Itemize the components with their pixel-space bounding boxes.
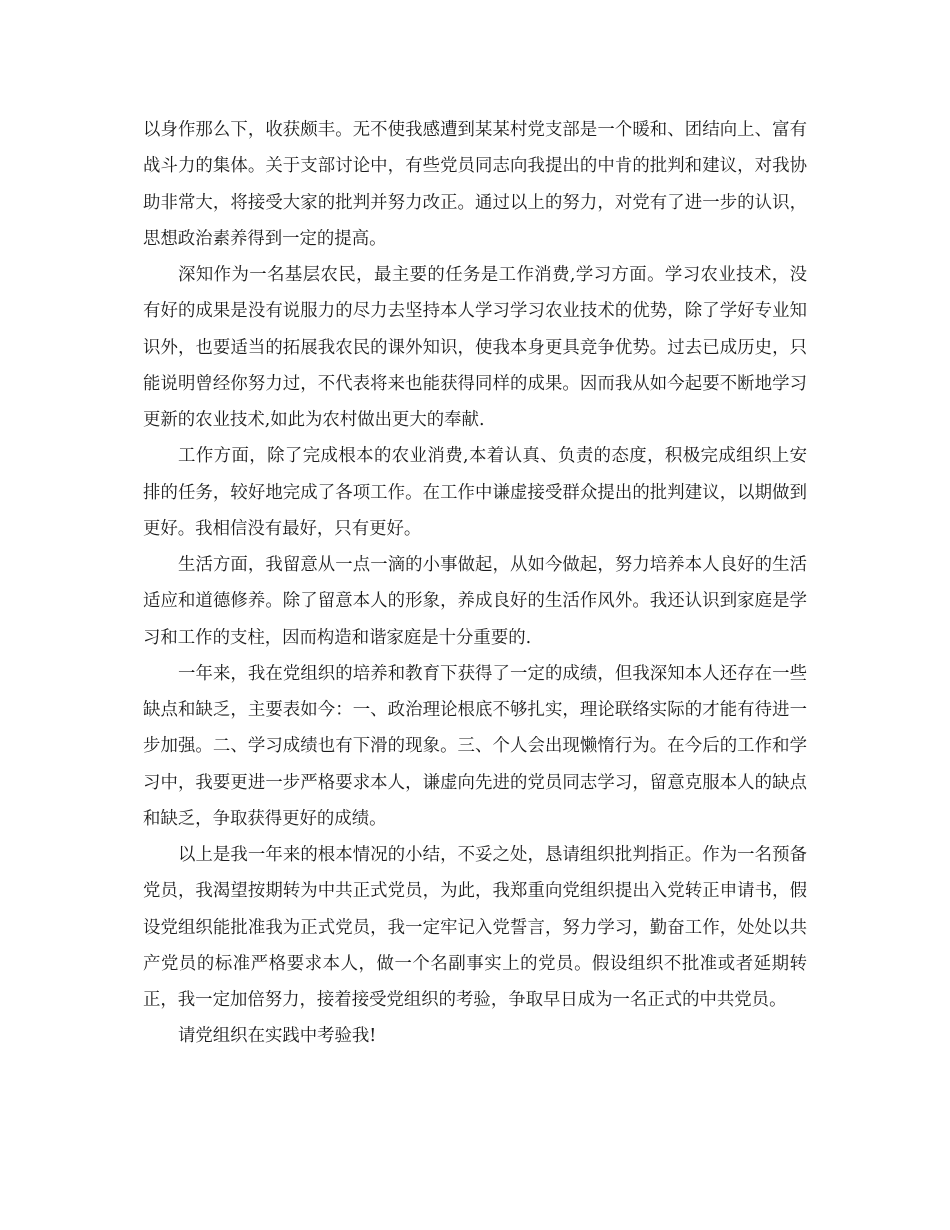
document-body bbox=[143, 112, 807, 1055]
paragraph-application: 以上是我一年来的根本情况的小结，不妥之处，恳请组织批判指正。作为一名预备党员，我渴望按期转为中共正式党员，为此，我郑重向党组织提出入党转正申请书，假设党组织能批准我为正式党员，我一定牢记入党誓言，努力学习，勤奋工作，处处以共产党员的标准严格要求本人，做一个名副事实上的党员。假设组织不批准或者延期转正，我一定加倍努力，接着接受党组织的考验，争取早日成为一名正式的中共党员。 bbox=[143, 845, 807, 1010]
paragraph-life: 生活方面，我留意从一点一滴的小事做起，从如今做起，努力培养本人良好的生活适应和道德修养。除了留意本人的形象，养成良好的生活作风外。我还认识到家庭是学习和工作的支柱，因而构造和谐家庭是十分重要的. bbox=[143, 555, 807, 648]
paragraph-closing: 请党组织在实践中考验我! bbox=[178, 1026, 377, 1047]
paragraph-study: 深知作为一名基层农民，最主要的任务是工作消费,学习方面。学习农业技术，没有好的成果是没有说服力的尽力去坚持本人学习学习农业技术的优势，除了学好专业知识外，也要适当的拓展我农民的课外知识，使我本身更具竞争优势。过去已成历史，只能说明曾经你努力过，不代表将来也能获得同样的成果。因而我从如今起要不断地学习更新的农业技术,如此为农村做出更大的奉献. bbox=[143, 265, 807, 430]
paragraph-shortcomings: 一年来，我在党组织的培养和教育下获得了一定的成绩，但我深知本人还存在一些缺点和缺乏，主要表如今：一、政治理论根底不够扎实，理论联络实际的才能有待进一步加强。二、学习成绩也有下滑的现象。三、个人会出现懒惰行为。在今后的工作和学习中，我要更进一步严格要求本人，谦虚向先进的党员同志学习，留意克服本人的缺点和缺乏，争取获得更好的成绩。 bbox=[143, 663, 807, 829]
paragraph-work: 工作方面，除了完成根本的农业消费,本着认真、负责的态度，积极完成组织上安排的任务，较好地完成了各项工作。在工作中谦虚接受群众提出的批判建议，以期做到更好。我相信没有最好，只有更好。 bbox=[143, 446, 807, 539]
paragraph-continued: 以身作那么下，收获颇丰。无不使我感遭到某某村党支部是一个暖和、团结向上、富有战斗力的集体。关于支部讨论中，有些党员同志向我提出的中肯的批判和建议，对我协助非常大，将接受大家的批判并努力改正。通过以上的努力，对党有了进一步的认识，思想政治素养得到一定的提高。 bbox=[143, 120, 807, 249]
